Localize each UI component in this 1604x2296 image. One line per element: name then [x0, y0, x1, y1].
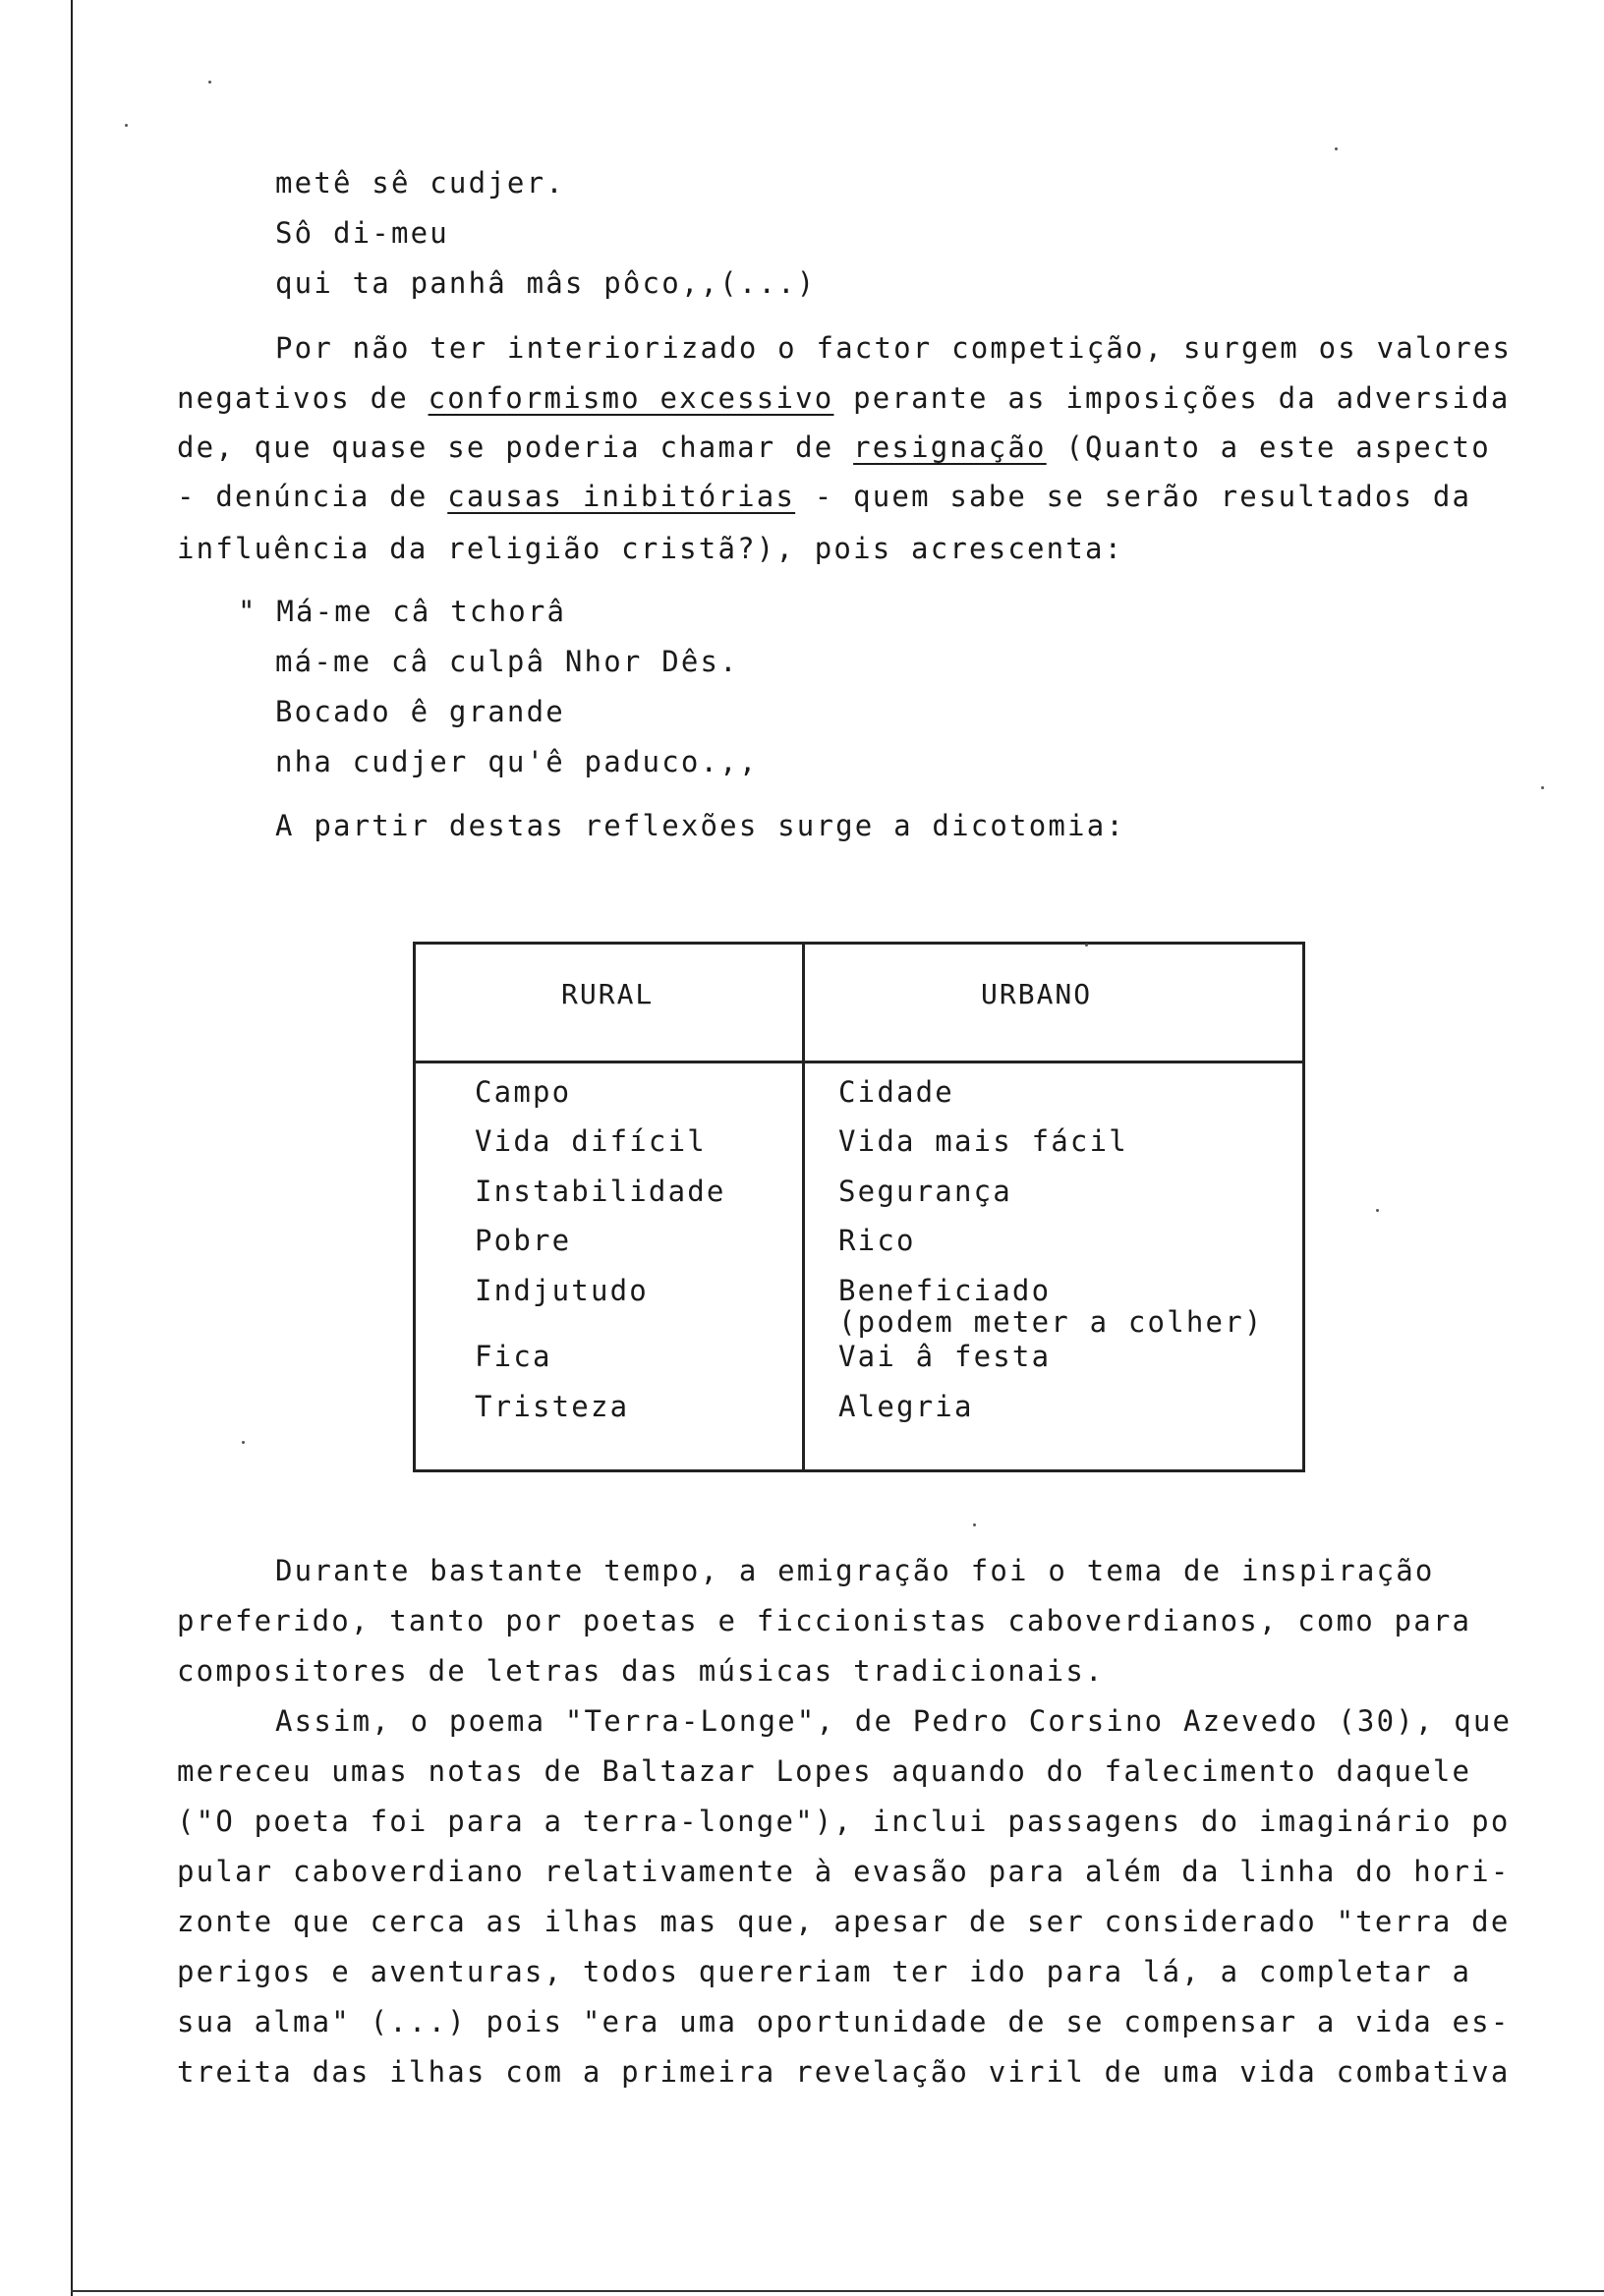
left-margin-line — [71, 0, 73, 2296]
rural-cell: Fica — [475, 1340, 552, 1373]
scan-speck — [242, 1441, 245, 1444]
para2-line-2: preferido, tanto por poetas e ficcionistas caboverdianos, como para — [177, 1604, 1472, 1637]
poem1-line-2: Sô di-meu — [275, 216, 449, 250]
para1-line-2: negativos de conformismo excessivo perante as imposições da adversida — [177, 381, 1511, 415]
para3-line-7: sua alma" (...) pois "era uma oportunidade de se compensar a vida es- — [177, 2005, 1511, 2038]
scan-speck — [208, 81, 211, 84]
rural-cell: Indjutudo — [475, 1274, 649, 1307]
urbano-cell: Rico — [838, 1224, 916, 1257]
poem1-line-1: metê sê cudjer. — [275, 166, 565, 200]
column-divider — [802, 945, 805, 1469]
bottom-edge-line — [71, 2290, 1604, 2292]
rural-cell: Vida difícil — [475, 1124, 707, 1158]
scan-speck — [125, 124, 128, 127]
dichotomy-table — [413, 942, 1305, 1472]
para1-line-4: - denúncia de causas inibitórias - quem sabe se serão resultados da — [177, 480, 1472, 513]
header-rural: RURAL — [561, 978, 655, 1010]
poem2-line-3: Bocado ê grande — [275, 695, 565, 728]
para2-line-3: compositores de letras das músicas tradicionais. — [177, 1654, 1105, 1688]
para1-line-3: de, que quase se poderia chamar de resignação (Quanto a este aspecto — [177, 430, 1491, 464]
underlined-term: resignação — [853, 430, 1047, 464]
header-urbano: URBANO — [981, 978, 1093, 1010]
scan-speck — [973, 1523, 976, 1526]
header-divider — [416, 1061, 1302, 1063]
para3-line-8: treita das ilhas com a primeira revelação viril de uma vida combativa — [177, 2055, 1511, 2089]
scan-speck — [1541, 786, 1544, 789]
urbano-cell: Segurança — [838, 1175, 1012, 1208]
para3-line-3: ("O poeta foi para a terra-longe"), inclui passagens do imaginário po — [177, 1805, 1511, 1838]
poem2-line-1: " Má-me câ tchorâ — [238, 595, 567, 628]
scan-speck — [1085, 944, 1088, 947]
para3-line-5: zonte que cerca as ilhas mas que, apesar de ser considerado "terra de — [177, 1905, 1511, 1938]
underlined-term: causas inibitórias — [447, 480, 796, 513]
para3-line-4: pular caboverdiano relativamente à evasão para além da linha do hori- — [177, 1855, 1511, 1888]
urbano-cell: Vai â festa — [838, 1340, 1052, 1373]
scan-speck — [1376, 1209, 1379, 1212]
para3-line-6: perigos e aventuras, todos quereriam ter ido para lá, a completar a — [177, 1955, 1472, 1988]
poem2-line-2: má-me câ culpâ Nhor Dês. — [275, 645, 739, 678]
urbano-cell-note: (podem meter a colher) — [838, 1305, 1264, 1339]
para3-line-1: Assim, o poema "Terra-Longe", de Pedro Corsino Azevedo (30), que — [275, 1704, 1513, 1738]
table-intro: A partir destas reflexões surge a dicotomia: — [275, 809, 1126, 842]
para3-line-2: mereceu umas notas de Baltazar Lopes aquando do falecimento daquele — [177, 1754, 1472, 1788]
urbano-cell: Cidade — [838, 1075, 954, 1109]
underlined-term: conformismo excessivo — [428, 381, 834, 415]
scan-speck — [1335, 147, 1338, 150]
poem2-line-4: nha cudjer qu'ê paduco.,, — [275, 745, 759, 778]
para2-line-1: Durante bastante tempo, a emigração foi o tema de inspiração — [275, 1554, 1435, 1587]
rural-cell: Tristeza — [475, 1390, 630, 1423]
para1-line-5: influência da religião cristã?), pois acrescenta: — [177, 532, 1124, 565]
poem1-line-3: qui ta panhâ mâs pôco,,(...) — [275, 266, 817, 300]
urbano-cell: Alegria — [838, 1390, 974, 1423]
urbano-cell: Vida mais fácil — [838, 1124, 1128, 1158]
para1-line-1: Por não ter interiorizado o factor competição, surgem os valores — [275, 331, 1513, 365]
rural-cell: Pobre — [475, 1224, 572, 1257]
urbano-cell: Beneficiado — [838, 1274, 1052, 1307]
rural-cell: Campo — [475, 1075, 572, 1109]
rural-cell: Instabilidade — [475, 1175, 726, 1208]
